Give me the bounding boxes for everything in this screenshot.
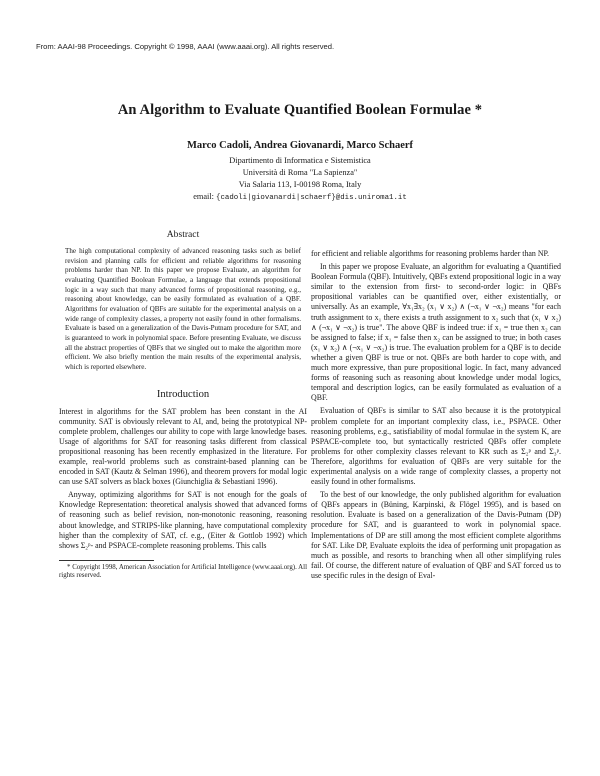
right-column xyxy=(311,249,561,581)
email-line xyxy=(0,191,600,204)
paper-title: An Algorithm to Evaluate Quantified Boolean Formulae * xyxy=(117,102,483,118)
introduction-heading: Introduction xyxy=(156,388,210,400)
copyright-notice: From: AAAI-98 Proceedings. Copyright © 1998, AAAI (www.aaai.org). All rights reserved. xyxy=(36,42,335,51)
university: Università di Roma "La Sapienza" xyxy=(242,168,358,177)
body-paragraph: for efficient and reliable algorithms for reasoning problems harder than NP. xyxy=(311,249,550,258)
body-paragraph: Evaluation of QBFs is similar to SAT also because it is the prototypical problem complete for an important complexity class, i.e., PSPACE. Other reasoning problems, e.g., satisfiability of modal formulae in the system K, are PSPACE-complete too, but syntactically restricted QBFs offer complete problems for other complexity classes relevant to KR such as Σ₂ᵖ and Σ₃ᵖ. Therefore, algorithms for evaluation of QBFs are very suitable for the experimental analysis on a wide range of complexity classes, a property not easily found in other formalisms. xyxy=(311,406,561,487)
intro-paragraph: Anyway, optimizing algorithms for SAT is not enough for the goals of Knowledge Representation: theoretical analysis showed that advanced forms of reasoning such as belief revision, non-monotonic reasoning, reasoning about knowledge, and STRIPS-like planning, have computational complexity higher than the complexity of SAT, cf. e.g., (Eiter & Gottlob 1992) which shows Σ₂ᵖ- and PSPACE-complete reasoning problems. This calls xyxy=(59,490,307,550)
abstract-text: The high computational complexity of advanced reasoning tasks such as belief revision and planning calls for efficient and reliable algorithms for reasoning problems harder than NP. In this paper we propose Evaluate, an algorithm for evaluating Quantified Boolean Formulae, a language that extends propositional logic in a way such that many advanced forms of propositional reasoning, e.g., reasoning about knowledge, can be easily formulated as evaluation of a QBF. Algorithms for evaluation of QBFs are suitable for the experimental analysis on a wide range of complexity classes, a property not easily found in other formalisms. Evaluate is based on a generalization of the Davis-Putnam procedure for SAT, and is guaranteed to work in polynomial space. Before presenting Evaluate, we discuss all the abstract properties of QBFs that we singled out to make the algorithm more efficient. We also briefly mention the main results of the experimental analysis, which is reported elsewhere. xyxy=(65,247,301,371)
body-paragraph: To the best of our knowledge, the only published algorithm for evaluation of QBFs appears in (Büning, Karpinski, & Flögel 1995), and is based on resolution. Evaluate is based on a generalization of the Davis-Putnam (DP) procedure for SAT, and is guaranteed to work in polynomial space. Implementations of DP are still among the most efficient complete algorithms for SAT. Like DP, Evaluate exploits the idea of performing unit propagation as much as possible, and resorts to branching when all other simplifying rules fail. Of course, the different nature of evaluation of QBF and SAT forced us to use specific rules in the design of Eval- xyxy=(311,490,561,580)
email-label: email: xyxy=(193,192,214,201)
left-column xyxy=(59,229,307,581)
copyright-footnote: * Copyright 1998, American Association for Artificial Intelligence (www.aaai.org). All rights reserved. xyxy=(59,563,307,580)
affiliation-block xyxy=(0,155,600,204)
abstract-heading: Abstract xyxy=(166,229,200,240)
paper-authors: Marco Cadoli, Andrea Giovanardi, Marco Schaerf xyxy=(186,140,414,151)
department: Dipartimento di Informatica e Sistemistica xyxy=(229,156,371,165)
footnote-rule xyxy=(59,560,154,561)
address: Via Salaria 113, I-00198 Roma, Italy xyxy=(238,180,362,189)
body-paragraph: In this paper we propose Evaluate, an algorithm for evaluating a Quantified Boolean Formula (QBF). Intuitively, QBFs extend propositional logic in a way similar to the extension from first- to second-order logic: in QBFs propositional variables can be quantified over, either existentially, or universally. As an example, ∀x₁∃x₂ (x₁ ∨ x₂) ∧ (¬x₁ ∨ ¬x₂) means "for each truth assignment to x₁ there exists a truth assignment to x₂ such that (x₁ ∨ x₂) ∧ (¬x₁ ∨ ¬x₂) is true". The above QBF is indeed true: if x₁ = true then x₂ can be assigned to false; if x₁ = false then x₂ can be assigned to true; in both cases (x₁ ∨ x₂) ∧ (¬x₁ ∨ ¬x₂) is true. The evaluation problem for a QBF is to decide whether a given QBF is true or not. QBFs are both harder to cope with, and much more expressive, than pure propositional logic. In fact, many advanced forms of reasoning such as reasoning about knowledge under modal logics, temporal and description logics, can be easily formulated as evaluation of a QBF. xyxy=(311,262,561,403)
intro-paragraph: Interest in algorithms for the SAT problem has been constant in the AI community. SAT is obviously relevant to AI, and, being the prototypical NP-complete problem, challenges our ability to cope with large knowledge bases. Usage of algorithms for SAT for reasoning tasks different from classical propositional reasoning has been recently emphasized in the literature. For example, real-world problems such as constraint-based planning can be encoded in SAT (Kautz & Selman 1996), and theorem provers for modal logic can use SAT solvers as black boxes (Giunchiglia & Sebastiani 1996). xyxy=(59,406,307,487)
email-address: {cadoli|giovanardi|schaerf}@dis.uniroma1.it xyxy=(216,194,407,202)
